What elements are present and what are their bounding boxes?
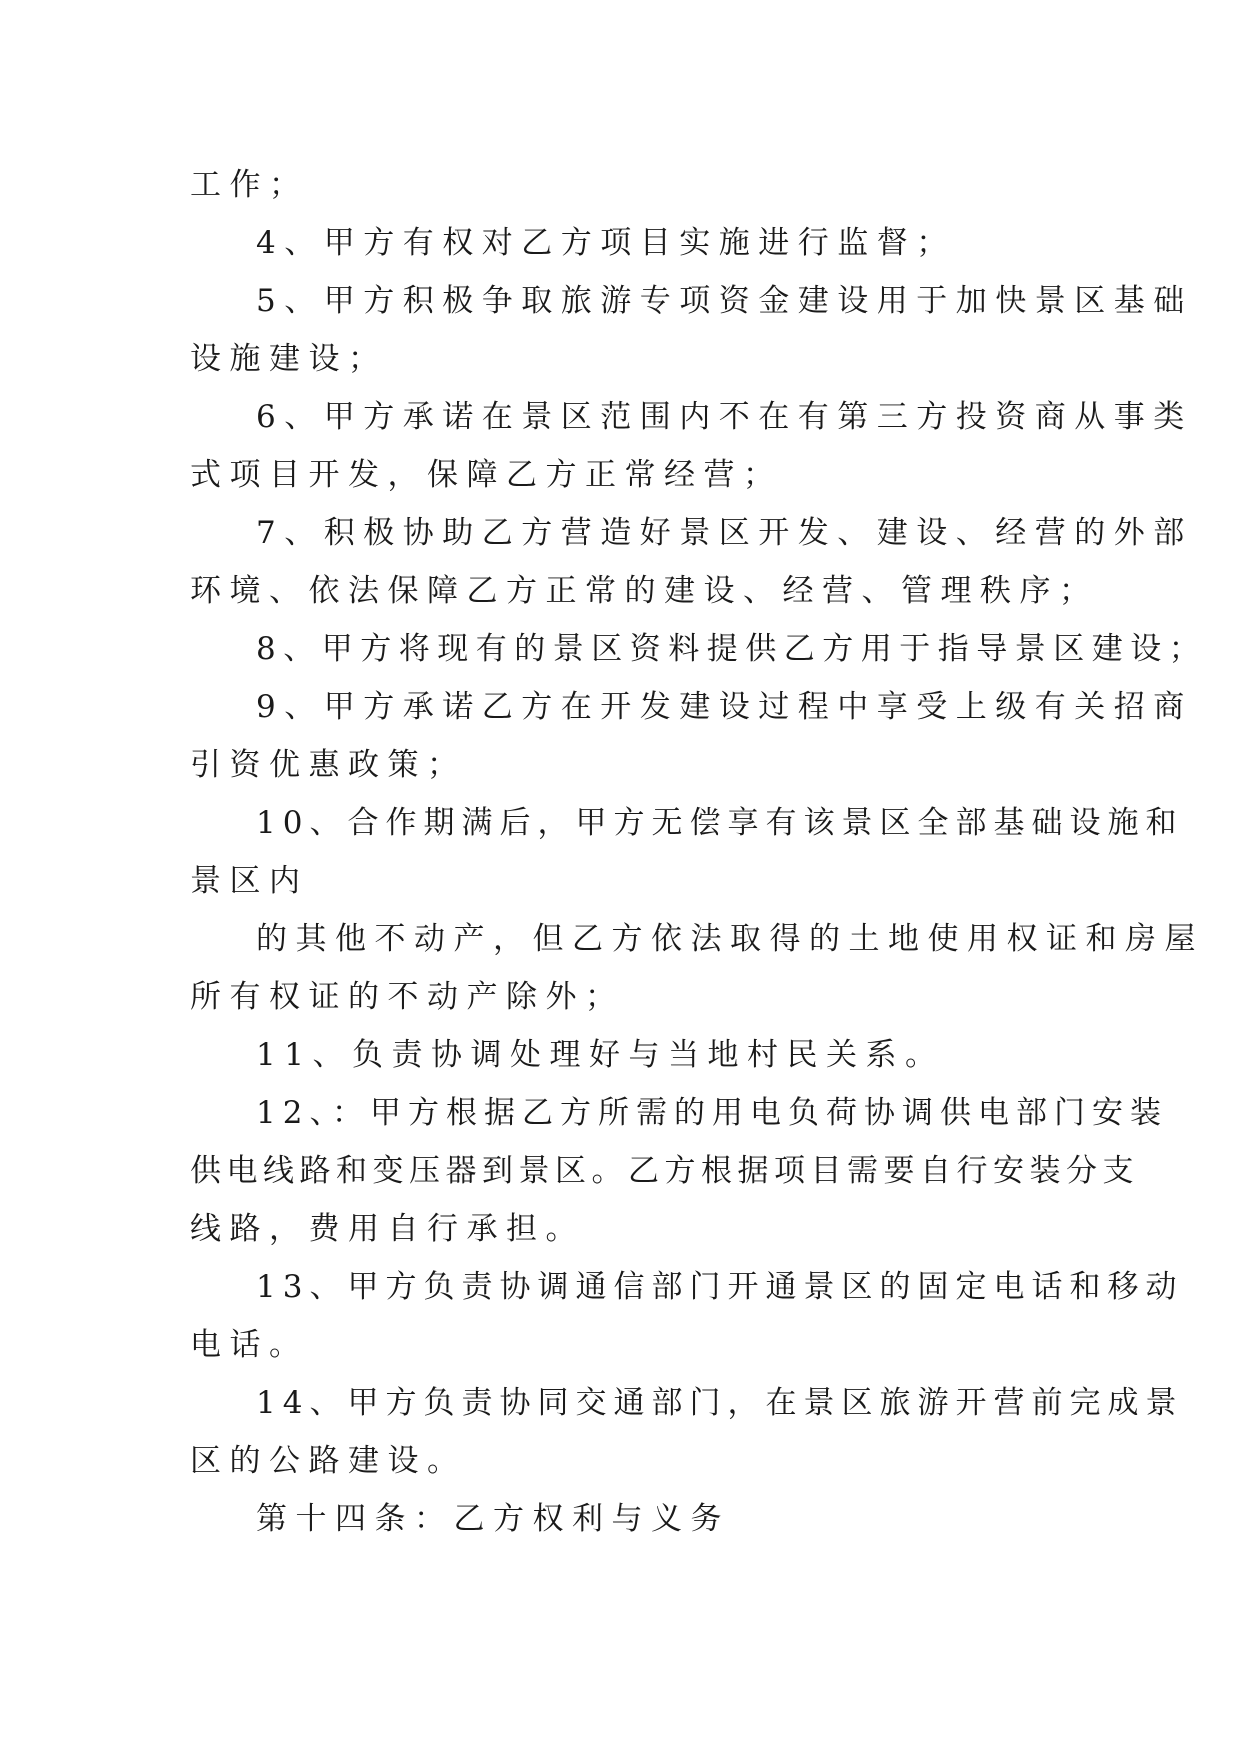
text-line: 景区内 bbox=[190, 863, 309, 899]
text-line: 工作； bbox=[190, 167, 309, 203]
text-line: 引资优惠政策； bbox=[190, 747, 467, 783]
text-line: 8、甲方将现有的景区资料提供乙方用于指导景区建设； bbox=[256, 631, 1208, 667]
text-line: 式项目开发，保障乙方正常经营； bbox=[190, 457, 783, 493]
text-line: 11、负责协调处理好与当地村民关系。 bbox=[256, 1037, 945, 1073]
text-line: 9、甲方承诺乙方在开发建设过程中享受上级有关招商 bbox=[256, 689, 1193, 725]
text-line: 供电线路和变压器到景区。乙方根据项目需要自行安装分支 bbox=[190, 1153, 1139, 1189]
text-line: 的其他不动产，但乙方依法取得的土地使用权证和房屋 bbox=[256, 921, 1204, 957]
text-line: 所有权证的不动产除外； bbox=[190, 979, 625, 1015]
text-line: 14、甲方负责协同交通部门，在景区旅游开营前完成景 bbox=[256, 1385, 1184, 1421]
text-line: 13、甲方负责协调通信部门开通景区的固定电话和移动 bbox=[256, 1269, 1184, 1305]
text-line: 电话。 bbox=[190, 1327, 309, 1363]
text-line: 10、合作期满后，甲方无偿享有该景区全部基础设施和 bbox=[256, 805, 1184, 841]
text-line: 4、甲方有权对乙方项目实施进行监督； bbox=[256, 225, 956, 261]
text-line: 线路，费用自行承担。 bbox=[190, 1211, 585, 1247]
text-line: 5、甲方积极争取旅游专项资金建设用于加快景区基础 bbox=[256, 283, 1193, 319]
text-line: 设施建设； bbox=[190, 341, 388, 377]
text-line: 6、甲方承诺在景区范围内不在有第三方投资商从事类 bbox=[256, 399, 1193, 435]
text-line: 区的公路建设。 bbox=[190, 1443, 467, 1479]
text-line: 12、：甲方根据乙方所需的用电负荷协调供电部门安装 bbox=[256, 1095, 1168, 1131]
text-line: 环境、依法保障乙方正常的建设、经营、管理秩序； bbox=[190, 573, 1099, 609]
text-line: 7、积极协助乙方营造好景区开发、建设、经营的外部 bbox=[256, 515, 1193, 551]
section-heading: 第十四条：乙方权利与义务 bbox=[256, 1501, 730, 1537]
